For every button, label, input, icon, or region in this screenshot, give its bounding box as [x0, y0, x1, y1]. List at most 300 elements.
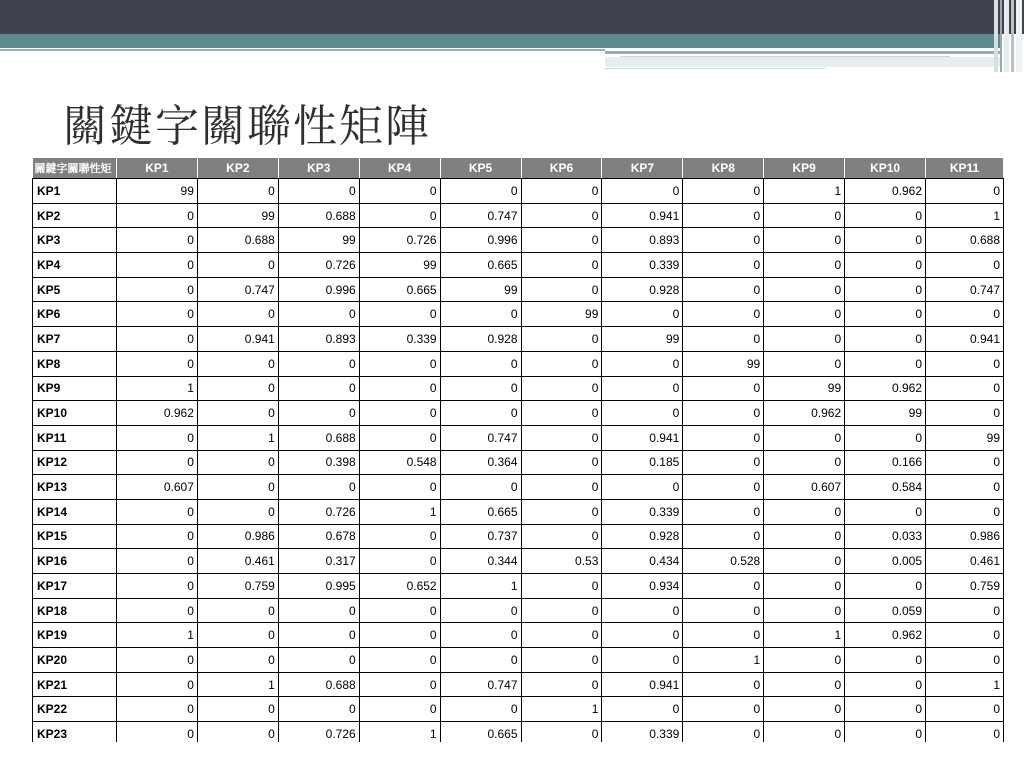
matrix-cell: 1 [521, 697, 602, 722]
matrix-cell: 0 [845, 425, 926, 450]
matrix-cell: 0.339 [602, 253, 683, 278]
matrix-cell: 0 [521, 203, 602, 228]
matrix-cell: 0 [521, 475, 602, 500]
column-header: KP10 [845, 158, 926, 179]
matrix-cell: 0 [116, 499, 197, 524]
matrix-cell: 0.893 [278, 327, 359, 352]
matrix-cell: 0.033 [845, 524, 926, 549]
row-header: KP13 [33, 475, 117, 500]
table-row [33, 179, 1004, 204]
table-row [33, 549, 1004, 574]
row-header: KP6 [33, 302, 117, 327]
matrix-cell: 0.185 [602, 450, 683, 475]
matrix-cell: 1 [926, 672, 1004, 697]
matrix-cell: 0 [359, 672, 440, 697]
matrix-cell: 0.726 [278, 499, 359, 524]
slide-title: 關鍵字關聯性矩陣 [63, 101, 431, 152]
matrix-cell: 0 [683, 697, 764, 722]
matrix-cell: 0 [683, 722, 764, 742]
table-row [33, 499, 1004, 524]
matrix-cell: 0 [197, 450, 278, 475]
matrix-cell: 0 [845, 722, 926, 742]
matrix-cell: 0 [521, 401, 602, 426]
matrix-cell: 0 [683, 253, 764, 278]
matrix-cell: 0 [359, 549, 440, 574]
matrix-cell: 0.962 [845, 376, 926, 401]
table-row [33, 277, 1004, 302]
decorative-stripes [994, 0, 1024, 72]
matrix-cell: 0 [359, 179, 440, 204]
matrix-cell: 0 [278, 179, 359, 204]
matrix-cell: 0 [683, 302, 764, 327]
matrix-cell: 0 [116, 351, 197, 376]
matrix-cell: 0 [116, 672, 197, 697]
row-header: KP20 [33, 648, 117, 673]
matrix-cell: 0 [683, 203, 764, 228]
matrix-cell: 0.928 [440, 327, 521, 352]
matrix-cell: 0 [116, 277, 197, 302]
correlation-matrix [32, 158, 1004, 742]
row-header: KP22 [33, 697, 117, 722]
matrix-cell: 0 [683, 401, 764, 426]
matrix-cell: 0 [602, 475, 683, 500]
matrix-cell: 0.665 [440, 499, 521, 524]
matrix-cell: 0 [278, 697, 359, 722]
matrix-cell: 0 [764, 450, 845, 475]
matrix-cell: 1 [197, 672, 278, 697]
column-header: KP1 [116, 158, 197, 179]
matrix-cell: 0 [197, 722, 278, 742]
matrix-cell: 0.726 [278, 722, 359, 742]
table-row [33, 722, 1004, 742]
matrix-cell: 0 [845, 228, 926, 253]
row-header: KP3 [33, 228, 117, 253]
table-row [33, 648, 1004, 673]
matrix-cell: 1 [926, 203, 1004, 228]
matrix-cell: 0.607 [764, 475, 845, 500]
matrix-cell: 0 [602, 401, 683, 426]
matrix-cell: 0.434 [602, 549, 683, 574]
table-row [33, 623, 1004, 648]
matrix-cell: 0 [602, 598, 683, 623]
matrix-cell: 0.995 [278, 574, 359, 599]
matrix-cell: 0 [440, 623, 521, 648]
matrix-cell: 0 [683, 475, 764, 500]
matrix-cell: 0.759 [197, 574, 278, 599]
matrix-cell: 0 [521, 574, 602, 599]
matrix-cell: 0 [278, 302, 359, 327]
matrix-cell: 0 [926, 179, 1004, 204]
row-header: KP9 [33, 376, 117, 401]
matrix-cell: 0.665 [359, 277, 440, 302]
row-header: KP17 [33, 574, 117, 599]
matrix-cell: 0 [845, 277, 926, 302]
matrix-cell: 0 [683, 450, 764, 475]
matrix-cell: 0 [764, 228, 845, 253]
matrix-cell: 0 [764, 253, 845, 278]
matrix-cell: 0 [845, 697, 926, 722]
matrix-cell: 0 [359, 203, 440, 228]
matrix-cell: 0 [845, 672, 926, 697]
matrix-cell: 0 [602, 623, 683, 648]
matrix-cell: 0 [116, 425, 197, 450]
matrix-cell: 0 [521, 623, 602, 648]
matrix-cell: 0.059 [845, 598, 926, 623]
matrix-cell: 0 [683, 499, 764, 524]
matrix-cell: 0 [926, 450, 1004, 475]
matrix-cell: 0.688 [926, 228, 1004, 253]
matrix-cell: 0.893 [602, 228, 683, 253]
matrix-cell: 0.737 [440, 524, 521, 549]
matrix-cell: 0 [197, 697, 278, 722]
matrix-cell: 0 [845, 574, 926, 599]
matrix-cell: 0.398 [278, 450, 359, 475]
matrix-cell: 0 [278, 598, 359, 623]
matrix-cell: 0 [116, 302, 197, 327]
matrix-cell: 0 [764, 574, 845, 599]
row-header: KP18 [33, 598, 117, 623]
matrix-cell: 0 [602, 376, 683, 401]
matrix-cell: 0 [521, 648, 602, 673]
matrix-cell: 0 [764, 549, 845, 574]
matrix-cell: 0 [278, 376, 359, 401]
matrix-cell: 0 [926, 351, 1004, 376]
matrix-cell: 99 [845, 401, 926, 426]
matrix-cell: 0 [764, 351, 845, 376]
matrix-cell: 0.339 [359, 327, 440, 352]
matrix-cell: 1 [116, 623, 197, 648]
matrix-cell: 0 [197, 623, 278, 648]
matrix-cell: 0 [440, 475, 521, 500]
matrix-cell: 0 [926, 253, 1004, 278]
column-header: KP6 [521, 158, 602, 179]
matrix-cell: 1 [683, 648, 764, 673]
matrix-cell: 0 [764, 648, 845, 673]
table-row [33, 376, 1004, 401]
matrix-body [33, 179, 1004, 743]
matrix-cell: 0 [116, 253, 197, 278]
matrix-cell: 0 [926, 697, 1004, 722]
matrix-cell: 0 [116, 549, 197, 574]
matrix-cell: 0 [116, 697, 197, 722]
matrix-cell: 0 [683, 672, 764, 697]
row-header: KP19 [33, 623, 117, 648]
column-header: KP5 [440, 158, 521, 179]
matrix-cell: 0 [764, 302, 845, 327]
row-header: KP8 [33, 351, 117, 376]
matrix-cell: 0.941 [602, 203, 683, 228]
matrix-cell: 0 [683, 327, 764, 352]
matrix-cell: 0.747 [926, 277, 1004, 302]
matrix-cell: 0 [197, 253, 278, 278]
matrix-cell: 0.941 [926, 327, 1004, 352]
matrix-cell: 0 [683, 425, 764, 450]
matrix-cell: 0.759 [926, 574, 1004, 599]
matrix-cell: 0.996 [278, 277, 359, 302]
matrix-cell: 0 [764, 203, 845, 228]
matrix-cell: 0 [116, 203, 197, 228]
header-teal-line-right [605, 51, 1000, 54]
row-header: KP2 [33, 203, 117, 228]
matrix-cell: 0 [197, 475, 278, 500]
matrix-cell: 0 [602, 351, 683, 376]
matrix-cell: 0 [926, 302, 1004, 327]
header-pale-line [620, 56, 950, 57]
matrix-cell: 0 [359, 648, 440, 673]
matrix-cell: 0.747 [440, 203, 521, 228]
matrix-cell: 0.548 [359, 450, 440, 475]
row-header: KP12 [33, 450, 117, 475]
matrix-cell: 0 [197, 598, 278, 623]
matrix-cell: 0.747 [197, 277, 278, 302]
matrix-table [32, 158, 1004, 742]
row-header: KP21 [33, 672, 117, 697]
matrix-cell: 0 [521, 425, 602, 450]
matrix-cell: 0 [116, 450, 197, 475]
matrix-cell: 0 [521, 598, 602, 623]
row-header: KP23 [33, 722, 117, 742]
matrix-cell: 0 [116, 524, 197, 549]
matrix-cell: 0.986 [197, 524, 278, 549]
row-header: KP16 [33, 549, 117, 574]
row-header: KP1 [33, 179, 117, 204]
matrix-cell: 0 [359, 376, 440, 401]
matrix-cell: 0 [278, 623, 359, 648]
row-header: KP15 [33, 524, 117, 549]
matrix-cell: 99 [764, 376, 845, 401]
header-teal-line [0, 49, 605, 51]
matrix-cell: 0 [683, 228, 764, 253]
table-row [33, 524, 1004, 549]
matrix-cell: 0.339 [602, 499, 683, 524]
matrix-header-row [33, 158, 1004, 179]
table-row [33, 574, 1004, 599]
matrix-cell: 0 [197, 179, 278, 204]
matrix-cell: 0 [845, 499, 926, 524]
matrix-cell: 0 [764, 524, 845, 549]
matrix-cell: 0 [683, 524, 764, 549]
matrix-cell: 0 [845, 327, 926, 352]
matrix-cell: 0 [278, 401, 359, 426]
row-header: KP4 [33, 253, 117, 278]
matrix-cell: 0.678 [278, 524, 359, 549]
matrix-cell: 0.962 [764, 401, 845, 426]
matrix-cell: 0 [683, 598, 764, 623]
matrix-cell: 0 [359, 623, 440, 648]
matrix-cell: 0 [440, 401, 521, 426]
matrix-cell: 0.986 [926, 524, 1004, 549]
matrix-cell: 0 [764, 277, 845, 302]
matrix-cell: 0.688 [278, 425, 359, 450]
matrix-cell: 0.941 [197, 327, 278, 352]
matrix-cell: 0 [926, 648, 1004, 673]
matrix-cell: 1 [764, 179, 845, 204]
matrix-cell: 0 [926, 499, 1004, 524]
matrix-cell: 0.461 [197, 549, 278, 574]
matrix-cell: 0 [359, 697, 440, 722]
matrix-cell: 0 [116, 648, 197, 673]
table-row [33, 302, 1004, 327]
row-header: KP14 [33, 499, 117, 524]
matrix-cell: 0 [845, 253, 926, 278]
header-pale-line-lower [605, 68, 825, 69]
matrix-cell: 0 [845, 203, 926, 228]
matrix-cell: 0.962 [116, 401, 197, 426]
matrix-cell: 0 [116, 574, 197, 599]
matrix-cell: 0 [926, 376, 1004, 401]
matrix-cell: 0 [845, 302, 926, 327]
matrix-cell: 0.652 [359, 574, 440, 599]
table-row [33, 351, 1004, 376]
matrix-cell: 0 [197, 648, 278, 673]
matrix-cell: 0 [764, 425, 845, 450]
matrix-cell: 0.726 [359, 228, 440, 253]
header-teal-band [0, 34, 1000, 48]
matrix-cell: 0 [440, 179, 521, 204]
matrix-cell: 99 [926, 425, 1004, 450]
header-pale-bar [605, 57, 1000, 67]
matrix-cell: 0 [440, 648, 521, 673]
column-header: KP2 [197, 158, 278, 179]
matrix-cell: 0 [926, 401, 1004, 426]
matrix-cell: 0.688 [278, 672, 359, 697]
matrix-cell: 0 [521, 277, 602, 302]
matrix-cell: 0.166 [845, 450, 926, 475]
column-header: KP3 [278, 158, 359, 179]
matrix-cell: 99 [521, 302, 602, 327]
matrix-cell: 0.688 [197, 228, 278, 253]
matrix-cell: 0.317 [278, 549, 359, 574]
matrix-cell: 0 [602, 697, 683, 722]
matrix-cell: 0 [197, 376, 278, 401]
matrix-cell: 0 [440, 598, 521, 623]
matrix-cell: 0.339 [602, 722, 683, 742]
matrix-cell: 0.364 [440, 450, 521, 475]
matrix-cell: 0.934 [602, 574, 683, 599]
matrix-cell: 0 [278, 648, 359, 673]
matrix-cell: 0 [359, 598, 440, 623]
matrix-cell: 0 [197, 499, 278, 524]
matrix-cell: 0 [602, 648, 683, 673]
matrix-cell: 1 [359, 722, 440, 742]
matrix-cell: 0.665 [440, 722, 521, 742]
matrix-cell: 0.747 [440, 425, 521, 450]
matrix-cell: 0.607 [116, 475, 197, 500]
row-header: KP7 [33, 327, 117, 352]
matrix-cell: 0 [926, 722, 1004, 742]
matrix-cell: 0 [602, 179, 683, 204]
matrix-cell: 0.688 [278, 203, 359, 228]
matrix-cell: 1 [440, 574, 521, 599]
matrix-cell: 0 [521, 499, 602, 524]
matrix-cell: 0 [116, 327, 197, 352]
matrix-cell: 0.53 [521, 549, 602, 574]
matrix-cell: 0 [440, 351, 521, 376]
matrix-cell: 0.461 [926, 549, 1004, 574]
header-dark-band [0, 0, 1024, 34]
matrix-cell: 0 [278, 351, 359, 376]
matrix-cell: 0 [359, 475, 440, 500]
matrix-cell: 0.584 [845, 475, 926, 500]
matrix-cell: 0 [926, 598, 1004, 623]
matrix-cell: 0.996 [440, 228, 521, 253]
matrix-cell: 99 [440, 277, 521, 302]
table-row [33, 425, 1004, 450]
table-row [33, 253, 1004, 278]
matrix-cell: 0 [521, 450, 602, 475]
table-row [33, 697, 1004, 722]
matrix-cell: 0 [359, 524, 440, 549]
column-header: KP9 [764, 158, 845, 179]
matrix-cell: 0 [764, 598, 845, 623]
matrix-cell: 0 [521, 672, 602, 697]
matrix-cell: 0 [683, 574, 764, 599]
matrix-cell: 0 [197, 351, 278, 376]
matrix-cell: 0.344 [440, 549, 521, 574]
matrix-cell: 0 [116, 598, 197, 623]
matrix-cell: 0 [197, 302, 278, 327]
matrix-cell: 0.005 [845, 549, 926, 574]
matrix-cell: 0 [521, 253, 602, 278]
matrix-cell: 0 [926, 623, 1004, 648]
matrix-cell: 0 [845, 648, 926, 673]
column-header: KP11 [926, 158, 1004, 179]
matrix-cell: 0.928 [602, 277, 683, 302]
matrix-cell: 0.941 [602, 425, 683, 450]
table-row [33, 401, 1004, 426]
matrix-cell: 1 [359, 499, 440, 524]
matrix-cell: 0 [197, 401, 278, 426]
matrix-cell: 1 [764, 623, 845, 648]
matrix-cell: 0 [278, 475, 359, 500]
matrix-cell: 0 [116, 722, 197, 742]
matrix-cell: 0 [116, 228, 197, 253]
matrix-cell: 0 [359, 425, 440, 450]
matrix-cell: 0.528 [683, 549, 764, 574]
table-row [33, 450, 1004, 475]
matrix-cell: 0 [521, 722, 602, 742]
matrix-cell: 0 [845, 351, 926, 376]
row-header: KP11 [33, 425, 117, 450]
matrix-cell: 0.941 [602, 672, 683, 697]
matrix-cell: 1 [197, 425, 278, 450]
table-row [33, 327, 1004, 352]
matrix-cell: 99 [278, 228, 359, 253]
matrix-cell: 0 [764, 672, 845, 697]
matrix-cell: 0 [683, 179, 764, 204]
matrix-cell: 0 [359, 351, 440, 376]
matrix-cell: 99 [683, 351, 764, 376]
matrix-cell: 0 [440, 302, 521, 327]
matrix-cell: 0.726 [278, 253, 359, 278]
matrix-cell: 0 [521, 376, 602, 401]
matrix-cell: 0 [683, 376, 764, 401]
matrix-cell: 0 [764, 697, 845, 722]
matrix-cell: 99 [197, 203, 278, 228]
table-row [33, 475, 1004, 500]
matrix-cell: 0 [764, 722, 845, 742]
matrix-corner-label: 關鍵字關聯性矩 [33, 158, 117, 179]
matrix-cell: 0.665 [440, 253, 521, 278]
matrix-cell: 99 [602, 327, 683, 352]
matrix-cell: 0 [440, 697, 521, 722]
matrix-cell: 0 [521, 351, 602, 376]
matrix-cell: 0.747 [440, 672, 521, 697]
table-row [33, 672, 1004, 697]
row-header: KP10 [33, 401, 117, 426]
column-header: KP7 [602, 158, 683, 179]
matrix-cell: 0 [521, 327, 602, 352]
